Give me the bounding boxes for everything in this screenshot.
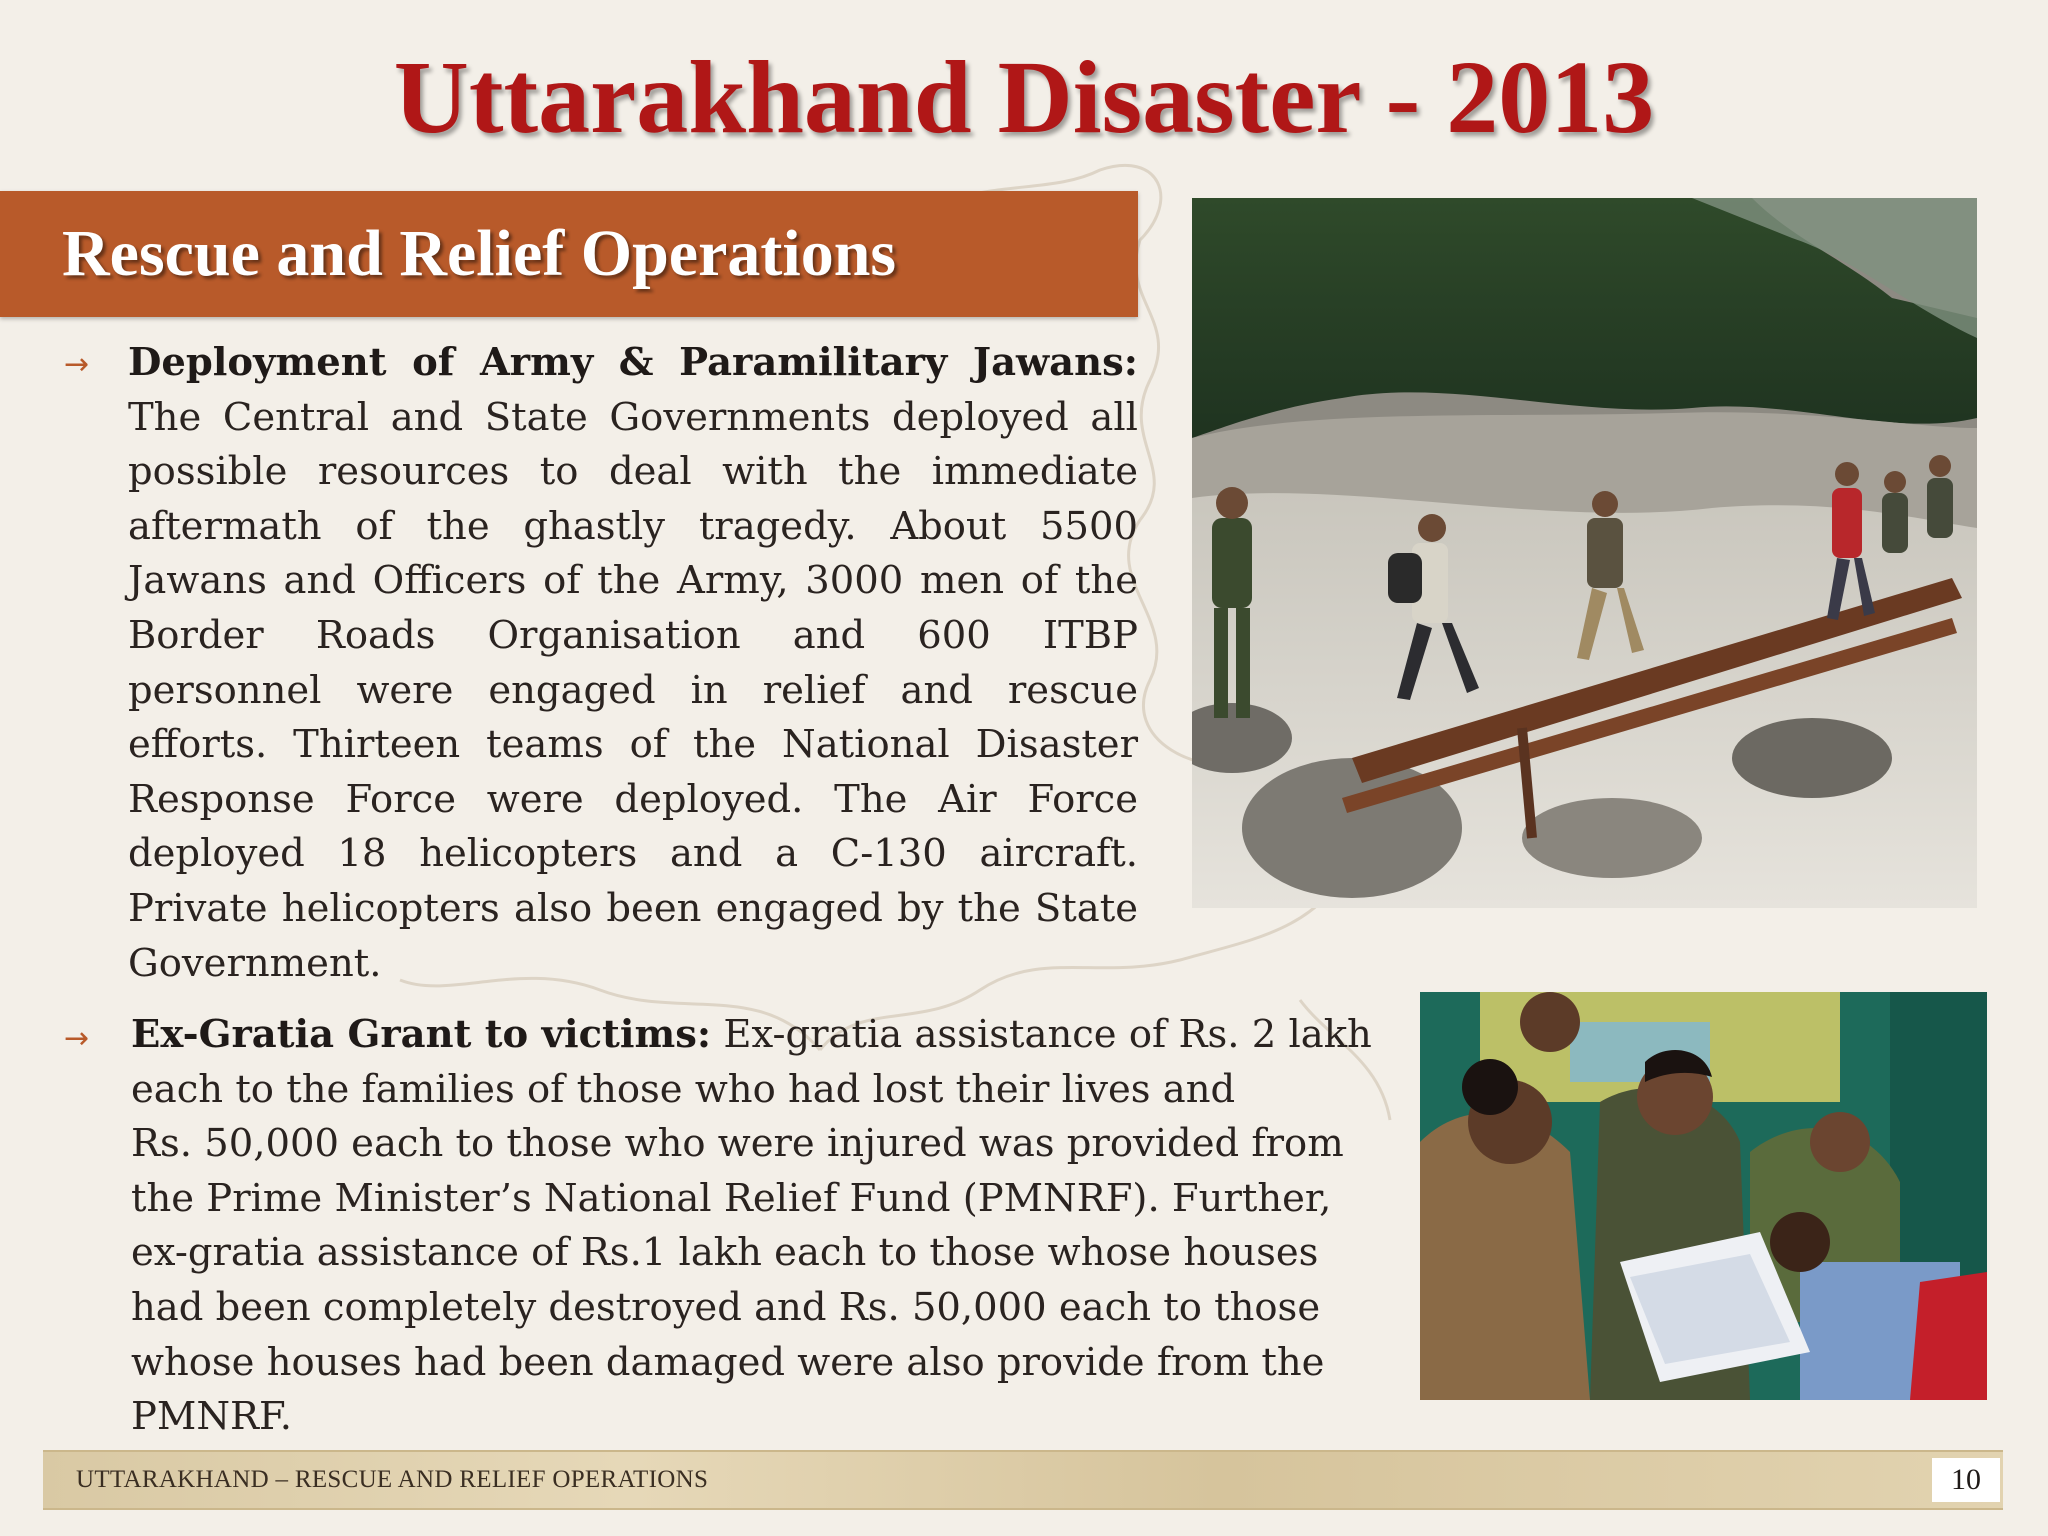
section-banner	[0, 191, 1138, 317]
bullet-ex-gratia-line: ex-gratia assistance of Rs.1 lakh each to those whose houses	[131, 1230, 1319, 1276]
bullet-deployment-heading: Deployment of Army & Paramilitary Jawans:	[128, 340, 1138, 385]
river-crossing-photo	[1192, 198, 1977, 908]
arrow-right-icon: →	[64, 1021, 90, 1056]
footer-text: UTTARAKHAND – RESCUE AND RELIEF OPERATIONS	[76, 1466, 709, 1493]
bullet-deployment-body: The Central and State Governments deployed all possible resources to deal with the immediate aftermath of the ghastly tragedy. About 5500 Jawans and Officers of the Army, 3000 men of the Border Roads Organisation and 600 ITBP personnel were engaged in relief and rescue efforts. Thirteen teams of the National Disaster Response Force were deployed. The Air Force deployed 18 helicopters and a C-130 aircraft. Private helicopters also been engaged by the State Government.	[128, 394, 1138, 986]
page-number: 10	[1932, 1458, 2000, 1502]
bullet-ex-gratia-line: Ex-gratia assistance of Rs. 2 lakh	[711, 1012, 1372, 1057]
arrow-right-icon: →	[64, 347, 90, 382]
footer-bar	[43, 1450, 2003, 1510]
bullet-ex-gratia-heading: Ex-Gratia Grant to victims:	[131, 1012, 712, 1057]
bullet-deployment	[128, 336, 1138, 991]
bullet-ex-gratia-line: PMNRF.	[131, 1394, 292, 1440]
medical-assistance-photo	[1420, 992, 1987, 1400]
section-heading: Rescue and Relief Operations	[62, 217, 897, 290]
bullet-ex-gratia-line: whose houses had been damaged were also provide from the	[131, 1339, 1325, 1385]
bullet-ex-gratia-line: Rs. 50,000 each to those who were injured was provided from	[131, 1121, 1344, 1167]
bullet-ex-gratia-line: each to the families of those who had lost their lives and	[131, 1066, 1236, 1112]
bullet-ex-gratia	[131, 1008, 1396, 1445]
bullet-ex-gratia-line: had been completely destroyed and Rs. 50,000 each to those	[131, 1284, 1321, 1330]
bullet-ex-gratia-line: the Prime Minister’s National Relief Fund (PMNRF). Further,	[131, 1175, 1332, 1221]
page-title: Uttarakhand Disaster - 2013	[393, 40, 1655, 155]
